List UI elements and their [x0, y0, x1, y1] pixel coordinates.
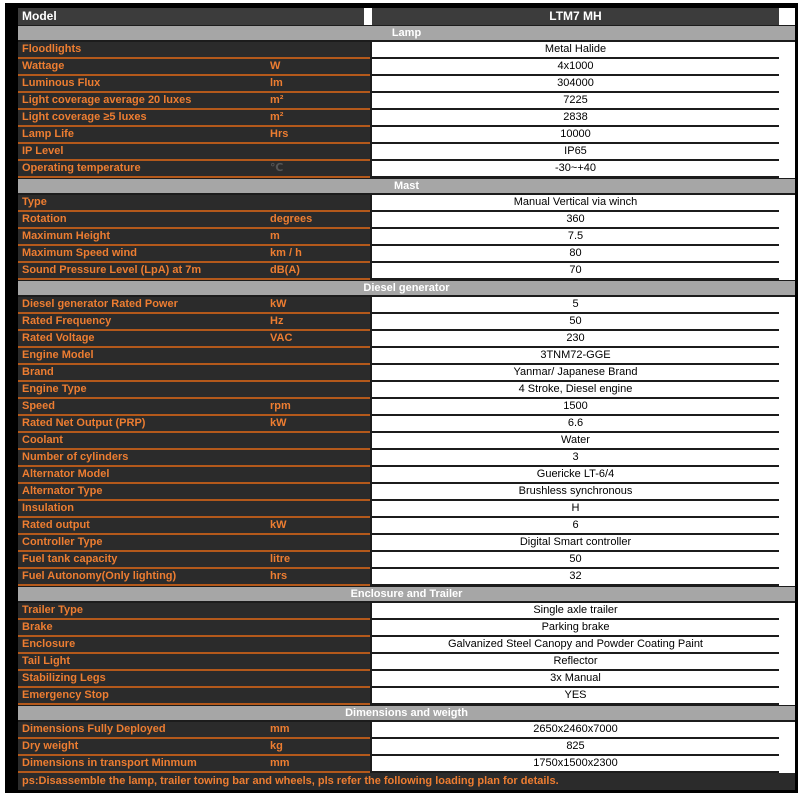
spec-unit: kW [270, 416, 370, 433]
spec-value: 70 [370, 263, 779, 280]
spec-unit [270, 365, 370, 382]
spec-label: Fuel tank capacity [18, 552, 270, 569]
spec-row [18, 552, 795, 569]
spec-value: H [370, 501, 779, 518]
spec-unit [270, 42, 370, 59]
spec-unit [270, 467, 370, 484]
spec-unit [270, 433, 370, 450]
spec-label: Engine Model [18, 348, 270, 365]
spec-label: Dry weight [18, 739, 270, 756]
spec-value: Manual Vertical via winch [370, 195, 779, 212]
spec-unit: W [270, 59, 370, 76]
spec-row [18, 59, 795, 76]
section-header: Enclosure and Trailer [18, 586, 795, 603]
spec-unit: ℃ [270, 161, 370, 178]
spec-label: Luminous Flux [18, 76, 270, 93]
spec-value: 50 [370, 552, 779, 569]
section-header: Lamp [18, 25, 795, 42]
spec-unit [270, 382, 370, 399]
spec-value: Guericke LT-6/4 [370, 467, 779, 484]
spec-label: Speed [18, 399, 270, 416]
spec-row [18, 297, 795, 314]
spec-unit: VAC [270, 331, 370, 348]
spec-value: 7225 [370, 93, 779, 110]
spec-unit [270, 654, 370, 671]
spec-value: Water [370, 433, 779, 450]
spec-value: 80 [370, 246, 779, 263]
spec-label: Trailer Type [18, 603, 270, 620]
spec-label: Dimensions in transport Minmum [18, 756, 270, 773]
spec-row [18, 195, 795, 212]
spec-value: 1500 [370, 399, 779, 416]
spec-row [18, 620, 795, 637]
spec-value: 2838 [370, 110, 779, 127]
spec-label: Tail Light [18, 654, 270, 671]
spec-value: 5 [370, 297, 779, 314]
spec-unit: Hz [270, 314, 370, 331]
spec-row [18, 110, 795, 127]
spec-value: 32 [370, 569, 779, 586]
spec-value: -30~+40 [370, 161, 779, 178]
spec-label: Light coverage average 20 luxes [18, 93, 270, 110]
spec-unit: km / h [270, 246, 370, 263]
spec-value: YES [370, 688, 779, 705]
spec-label: Rotation [18, 212, 270, 229]
section-header: Diesel generator [18, 280, 795, 297]
spec-unit: kg [270, 739, 370, 756]
spec-row [18, 144, 795, 161]
spec-row [18, 229, 795, 246]
spec-label: Maximum Height [18, 229, 270, 246]
spec-row [18, 433, 795, 450]
spec-label: Alternator Type [18, 484, 270, 501]
spec-label: Operating temperature [18, 161, 270, 178]
spec-value: 6 [370, 518, 779, 535]
spec-value: 6.6 [370, 416, 779, 433]
spec-row [18, 484, 795, 501]
footer-note: ps:Disassemble the lamp, trailer towing bar and wheels, pls refer the following loading plan for details. [18, 773, 795, 790]
spec-label: Maximum Speed wind [18, 246, 270, 263]
spec-unit: lm [270, 76, 370, 93]
spec-row [18, 688, 795, 705]
spec-label: Controller Type [18, 535, 270, 552]
spec-row [18, 467, 795, 484]
spec-unit: kW [270, 518, 370, 535]
spec-label: Lamp Life [18, 127, 270, 144]
spec-value: 3 [370, 450, 779, 467]
spec-value: 50 [370, 314, 779, 331]
spec-value: Reflector [370, 654, 779, 671]
spec-row [18, 42, 795, 59]
model-label: Model [18, 8, 364, 25]
spec-unit: hrs [270, 569, 370, 586]
spec-unit: Hrs [270, 127, 370, 144]
spec-unit: m² [270, 93, 370, 110]
spec-unit [270, 195, 370, 212]
spec-label: Brake [18, 620, 270, 637]
spec-label: Wattage [18, 59, 270, 76]
spec-label: Rated output [18, 518, 270, 535]
spec-label: Fuel Autonomy(Only lighting) [18, 569, 270, 586]
spec-value: Parking brake [370, 620, 779, 637]
spec-label: Floodlights [18, 42, 270, 59]
spec-label: Number of cylinders [18, 450, 270, 467]
spec-value: Single axle trailer [370, 603, 779, 620]
spec-value: 4x1000 [370, 59, 779, 76]
spec-unit: dB(A) [270, 263, 370, 280]
spec-row [18, 501, 795, 518]
spec-row [18, 637, 795, 654]
spec-value: 3x Manual [370, 671, 779, 688]
spec-unit [270, 501, 370, 518]
spec-row [18, 756, 795, 773]
spec-unit [270, 348, 370, 365]
spec-unit [270, 620, 370, 637]
spec-unit: m² [270, 110, 370, 127]
model-header-row [18, 8, 795, 25]
spec-value: 304000 [370, 76, 779, 93]
spec-label: Stabilizing Legs [18, 671, 270, 688]
spec-row [18, 348, 795, 365]
spec-unit [270, 484, 370, 501]
spec-value: Galvanized Steel Canopy and Powder Coating Paint [370, 637, 779, 654]
spec-label: Coolant [18, 433, 270, 450]
spec-label: Diesel generator Rated Power [18, 297, 270, 314]
spec-label: Rated Net Output (PRP) [18, 416, 270, 433]
spec-label: Dimensions Fully Deployed [18, 722, 270, 739]
spec-label: Type [18, 195, 270, 212]
spec-unit: degrees [270, 212, 370, 229]
spec-unit [270, 450, 370, 467]
spec-row [18, 314, 795, 331]
spec-label: Enclosure [18, 637, 270, 654]
spec-table [5, 3, 798, 793]
spec-unit [270, 637, 370, 654]
model-value: LTM7 MH [372, 8, 779, 25]
spec-value: 10000 [370, 127, 779, 144]
spec-unit [270, 688, 370, 705]
spec-row [18, 518, 795, 535]
spec-unit: mm [270, 722, 370, 739]
spec-row [18, 739, 795, 756]
spec-row [18, 246, 795, 263]
spec-unit: litre [270, 552, 370, 569]
spec-label: Rated Voltage [18, 331, 270, 348]
spec-unit [270, 671, 370, 688]
spec-row [18, 450, 795, 467]
spec-row [18, 722, 795, 739]
spec-row [18, 212, 795, 229]
spec-label: Emergency Stop [18, 688, 270, 705]
spec-row [18, 654, 795, 671]
spec-row [18, 399, 795, 416]
spec-label: Sound Pressure Level (LpA) at 7m [18, 263, 270, 280]
spec-value: IP65 [370, 144, 779, 161]
spec-value: 360 [370, 212, 779, 229]
spec-unit [270, 535, 370, 552]
spec-row [18, 416, 795, 433]
spec-value: 2650x2460x7000 [370, 722, 779, 739]
spec-row [18, 93, 795, 110]
spec-row [18, 76, 795, 93]
spec-row [18, 331, 795, 348]
spec-unit: kW [270, 297, 370, 314]
spec-label: IP Level [18, 144, 270, 161]
spec-row [18, 603, 795, 620]
spec-row [18, 365, 795, 382]
spec-label: Light coverage ≥5 luxes [18, 110, 270, 127]
spec-unit: mm [270, 756, 370, 773]
spec-value: Metal Halide [370, 42, 779, 59]
spec-label: Brand [18, 365, 270, 382]
spec-label: Rated Frequency [18, 314, 270, 331]
table-body [18, 25, 795, 773]
spec-row [18, 382, 795, 399]
spec-value: 4 Stroke, Diesel engine [370, 382, 779, 399]
spec-value: 3TNM72-GGE [370, 348, 779, 365]
spec-row [18, 263, 795, 280]
spec-row [18, 127, 795, 144]
spec-row [18, 569, 795, 586]
spec-value: 230 [370, 331, 779, 348]
spec-value: Yanmar/ Japanese Brand [370, 365, 779, 382]
spec-label: Engine Type [18, 382, 270, 399]
spec-row [18, 161, 795, 178]
spec-value: Brushless synchronous [370, 484, 779, 501]
spec-unit: m [270, 229, 370, 246]
section-header: Dimensions and weigth [18, 705, 795, 722]
section-header: Mast [18, 178, 795, 195]
spec-unit [270, 603, 370, 620]
spec-value: 1750x1500x2300 [370, 756, 779, 773]
spec-unit: rpm [270, 399, 370, 416]
spec-row [18, 535, 795, 552]
spec-row [18, 671, 795, 688]
spec-unit [270, 144, 370, 161]
spec-value: Digital Smart controller [370, 535, 779, 552]
spec-value: 7.5 [370, 229, 779, 246]
spec-label: Alternator Model [18, 467, 270, 484]
model-header-gap [364, 8, 372, 25]
spec-value: 825 [370, 739, 779, 756]
spec-label: Insulation [18, 501, 270, 518]
